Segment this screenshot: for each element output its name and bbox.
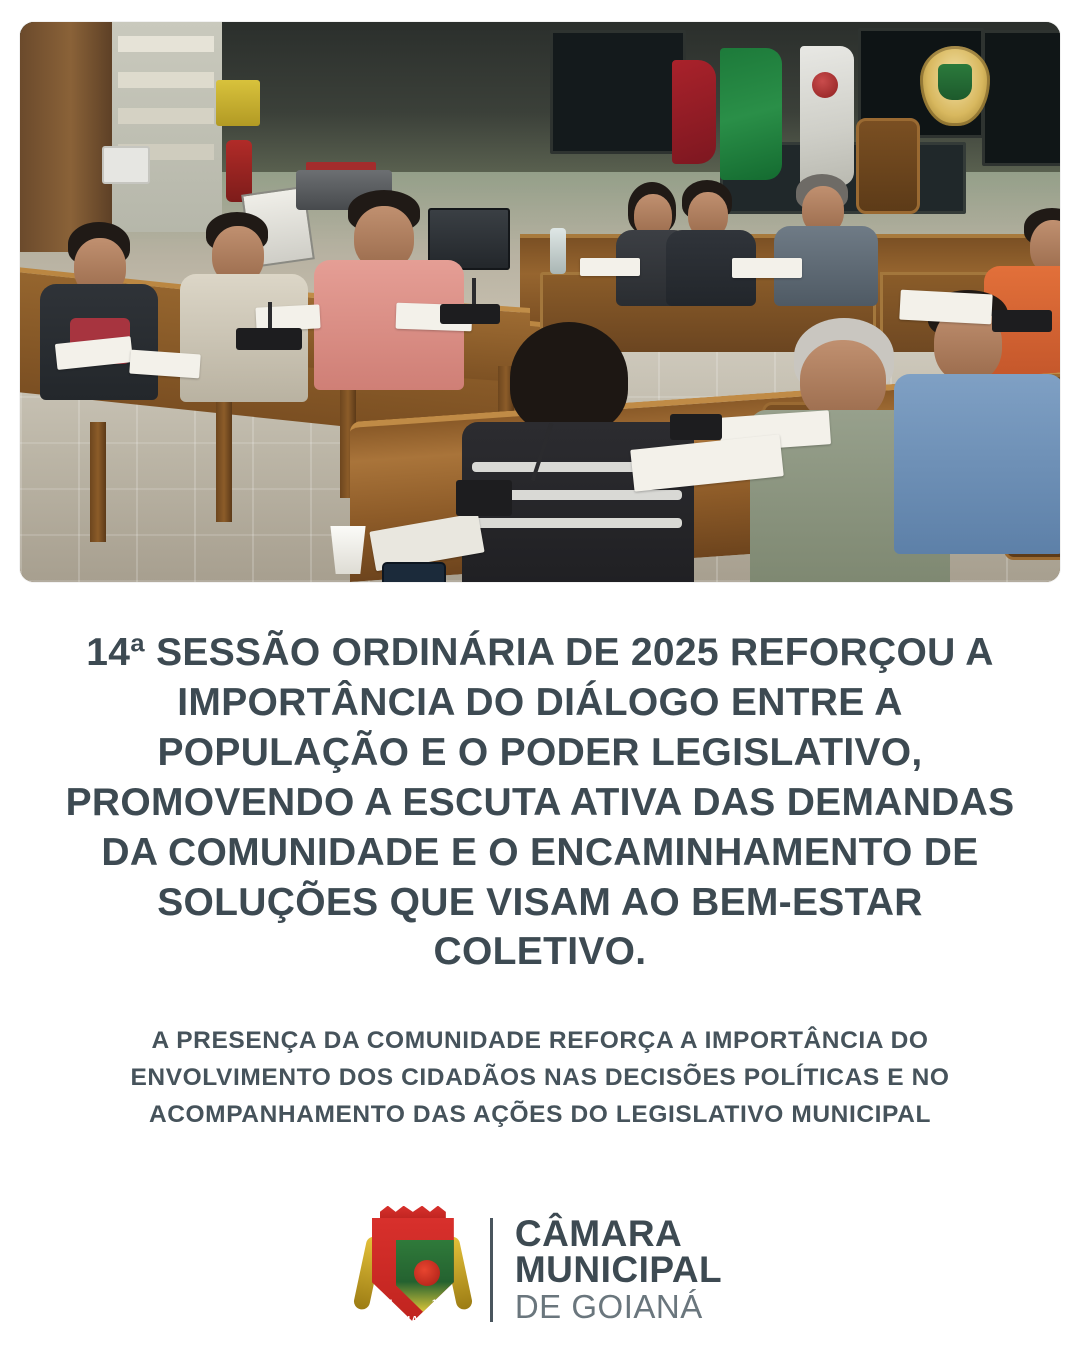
window-panel — [550, 30, 686, 154]
document-paper — [129, 350, 201, 379]
brazil-flag — [720, 48, 782, 180]
window-panel — [982, 30, 1060, 166]
photo-scene — [20, 22, 1060, 582]
wall-poster — [216, 80, 260, 126]
wall-switch — [102, 146, 150, 184]
microphone-icon — [992, 310, 1052, 332]
fire-extinguisher-icon — [226, 140, 252, 202]
city-flag — [672, 60, 716, 164]
crest-city-name: GOIANÁ — [389, 1314, 436, 1326]
logo-line-camara: CÂMARA — [514, 1213, 683, 1255]
logo-line-municipal: MUNICIPAL — [514, 1249, 723, 1291]
table-leg — [90, 422, 106, 542]
coat-of-arms-icon — [358, 1206, 468, 1334]
table-leg — [216, 402, 232, 522]
mobile-phone — [382, 562, 446, 582]
session-photo — [20, 22, 1060, 582]
logo-wordmark — [514, 1213, 723, 1325]
crest-year-right: 1985 — [431, 1297, 452, 1308]
microphone-icon — [456, 480, 512, 516]
document-paper — [899, 290, 992, 325]
water-bottle — [550, 228, 566, 274]
wood-cabinet — [20, 22, 115, 252]
post-subtitle: A PRESENÇA DA COMUNIDADE REFORÇA A IMPORTÂNCIA DO ENVOLVIMENTO DOS CIDADÃOS NAS DECISÕES POLÍTICAS E NO ACOMPANHAMENTO DAS AÇÕES DO LEGISLATIVO MUNICIPAL — [130, 1027, 950, 1128]
document-paper — [732, 258, 802, 278]
microphone-icon — [670, 414, 722, 440]
state-flag — [800, 46, 854, 186]
wood-chair — [856, 118, 920, 214]
logo-line-city: DE GOIANÁ — [514, 1287, 703, 1325]
brand-logo — [358, 1206, 722, 1334]
page-title: 14ª SESSÃO ORDINÁRIA DE 2025 REFORÇOU A IMPORTÂNCIA DO DIÁLOGO ENTRE A POPULAÇÃO E O PODER LEGISLATIVO, PROMOVENDO A ESCUTA ATIVA DAS DEMANDAS DA COMUNIDADE E O ENCAMINHAMENTO DE SOLUÇÕES QUE VISAM AO BEM-ESTAR COLETIVO. — [65, 631, 1015, 974]
microphone-icon — [440, 304, 500, 324]
microphone-icon — [236, 328, 302, 350]
crest-year-left: 1911 — [373, 1297, 394, 1308]
logo-divider — [490, 1218, 493, 1322]
document-shelf — [112, 22, 222, 232]
document-paper — [580, 258, 640, 276]
